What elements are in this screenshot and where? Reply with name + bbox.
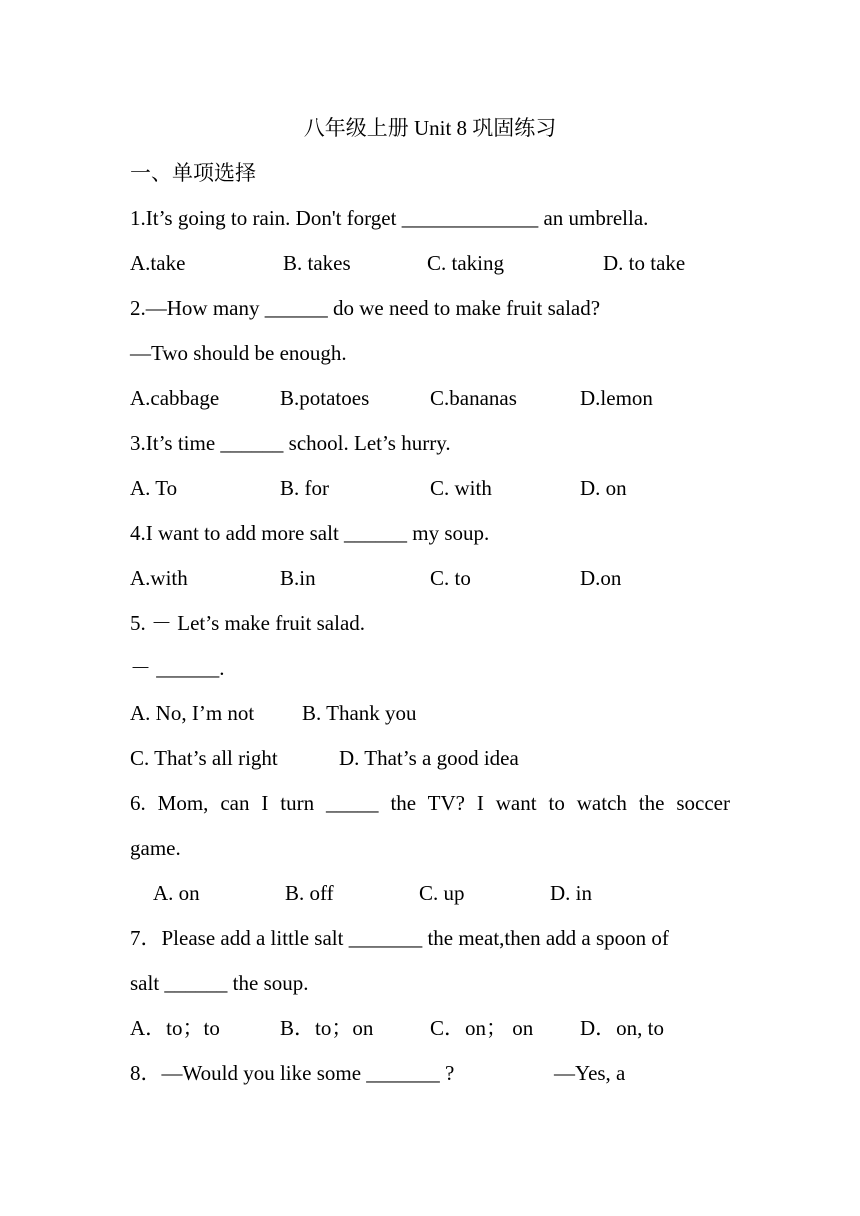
section-heading: 一、单项选择 [130, 161, 256, 185]
option-a: A. on [153, 881, 200, 905]
option-d: D.on [580, 566, 622, 590]
option-c: C. up [419, 881, 465, 905]
option-b: B.potatoes [280, 386, 370, 410]
option-a: A．to；to [130, 1016, 220, 1040]
question-3-stem: 3.It’s time ______ school. Let’s hurry. [130, 431, 451, 455]
question-8-stem: 8．—Would you like some _______ ? [130, 1061, 455, 1085]
option-c: C. with [430, 476, 492, 500]
option-d: D. in [550, 881, 592, 905]
option-d: D．on, to [580, 1016, 664, 1040]
option-d: D.lemon [580, 386, 653, 410]
question-6-stem-continued: game. [130, 836, 181, 860]
option-a: A. No, I’m not [130, 701, 255, 725]
question-5-answer-line: － ______. [130, 656, 225, 680]
question-2-answer-line: —Two should be enough. [130, 341, 347, 365]
question-8-stem-tail: —Yes, a [554, 1061, 626, 1085]
option-b: B. Thank you [302, 701, 417, 725]
question-2-stem: 2.—How many ______ do we need to make fruit salad? [130, 296, 601, 320]
option-c: C.bananas [430, 386, 517, 410]
option-c: C. taking [427, 251, 504, 275]
option-a: A.with [130, 566, 188, 590]
question-5-stem: 5. － Let’s make fruit salad. [130, 611, 366, 635]
question-7-stem-continued: salt ______ the soup. [130, 971, 309, 995]
option-b: B. for [280, 476, 329, 500]
option-b: B. off [285, 881, 334, 905]
option-c: C．on； on [430, 1016, 534, 1040]
option-a: A. To [130, 476, 178, 500]
option-d: D. to take [603, 251, 686, 275]
option-b: B. takes [283, 251, 351, 275]
option-c: C. That’s all right [130, 746, 278, 770]
question-4-stem: 4.I want to add more salt ______ my soup. [130, 521, 490, 545]
option-a: A.take [130, 251, 186, 275]
option-b: B.in [280, 566, 316, 590]
question-7-stem: 7．Please add a little salt _______ the meat,then add a spoon of [130, 926, 669, 950]
option-d: D. on [580, 476, 627, 500]
option-d: D. That’s a good idea [339, 746, 519, 770]
document-title: 八年级上册 Unit 8 巩固练习 [303, 116, 557, 140]
question-1-stem: 1.It’s going to rain. Don't forget _____________ an umbrella. [130, 206, 649, 230]
question-6-stem: 6. Mom, can I turn _____ the TV? I want to watch the soccer [130, 791, 730, 815]
option-c: C. to [430, 566, 471, 590]
option-a: A.cabbage [130, 386, 220, 410]
option-b: B．to；on [280, 1016, 374, 1040]
